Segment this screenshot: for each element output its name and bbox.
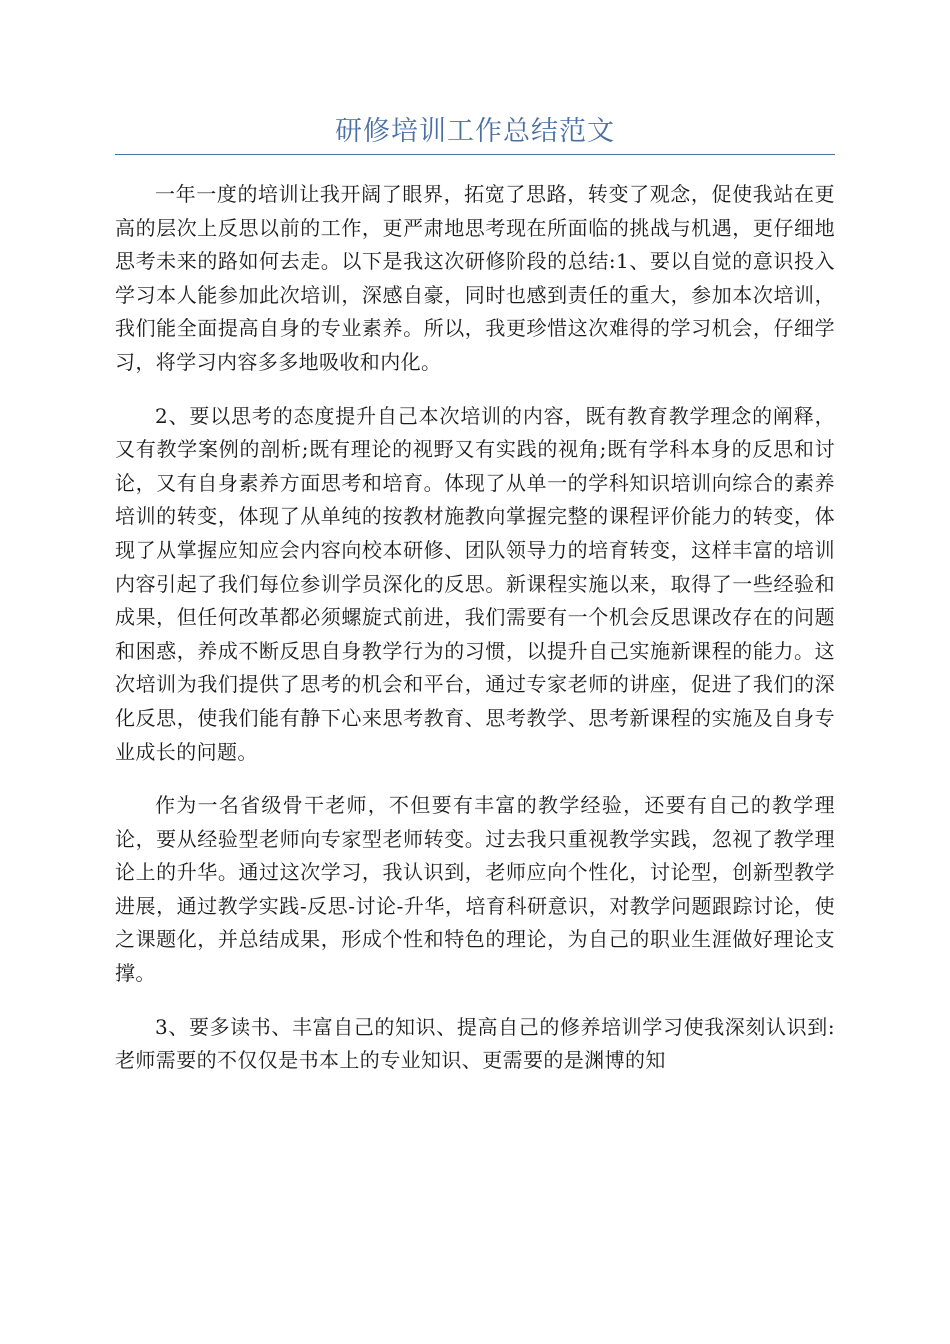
paragraph-4: 3、要多读书、丰富自己的知识、提高自己的修养培训学习使我深刻认识到:老师需要的不仅仅是书本上的专业知识、更需要的是渊博的知 [115,1014,835,1073]
title-underline [115,154,835,155]
paragraph-2: 2、要以思考的态度提升自己本次培训的内容，既有教育教学理念的阐释，又有教学案例的剖析;既有理论的视野又有实践的视角;既有学科本身的反思和讨论，又有自身素养方面思考和培育。体现了从单一的学科知识培训向综合的素养培训的转变，体现了从单纯的按教材施教向掌握完整的课程评价能力的转变，体现了从掌握应知应会内容向校本研修、团队领导力的培育转变，这样丰富的培训内容引起了我们每位参训学员深化的反思。新课程实施以来，取得了一些经验和成果，但任何改革都必须螺旋式前进，我们需要有一个机会反思课改存在的问题和困惑，养成不断反思自身教学行为的习惯，以提升自己实施新课程的能力。这次培训为我们提供了思考的机会和平台，通过专家老师的讲座，促进了我们的深化反思，使我们能有静下心来思考教育、思考教学、思考新课程的实施及自身专业成长的问题。 [115,403,835,764]
document-body [115,178,835,1098]
paragraph-1: 一年一度的培训让我开阔了眼界，拓宽了思路，转变了观念，促使我站在更高的层次上反思以前的工作，更严肃地思考现在所面临的挑战与机遇，更仔细地思考未来的路如何去走。以下是我这次研修阶段的总结:1、要以自觉的意识投入学习本人能参加此次培训，深感自豪，同时也感到责任的重大，参加本次培训，我们能全面提高自身的专业素养。所以，我更珍惜这次难得的学习机会，仔细学习，将学习内容多多地吸收和内化。 [115,182,835,374]
document-title: 研修培训工作总结范文 [335,116,615,147]
paragraph-3: 作为一名省级骨干老师，不但要有丰富的教学经验，还要有自己的教学理论，要从经验型老师向专家型老师转变。过去我只重视教学实践，忽视了教学理论上的升华。通过这次学习，我认识到，老师应向个性化，讨论型，创新型教学进展，通过教学实践-反思-讨论-升华，培育科研意识，对教学问题跟踪讨论，使之课题化，并总结成果，形成个性和特色的理论，为自己的职业生涯做好理论支撑。 [115,793,835,986]
